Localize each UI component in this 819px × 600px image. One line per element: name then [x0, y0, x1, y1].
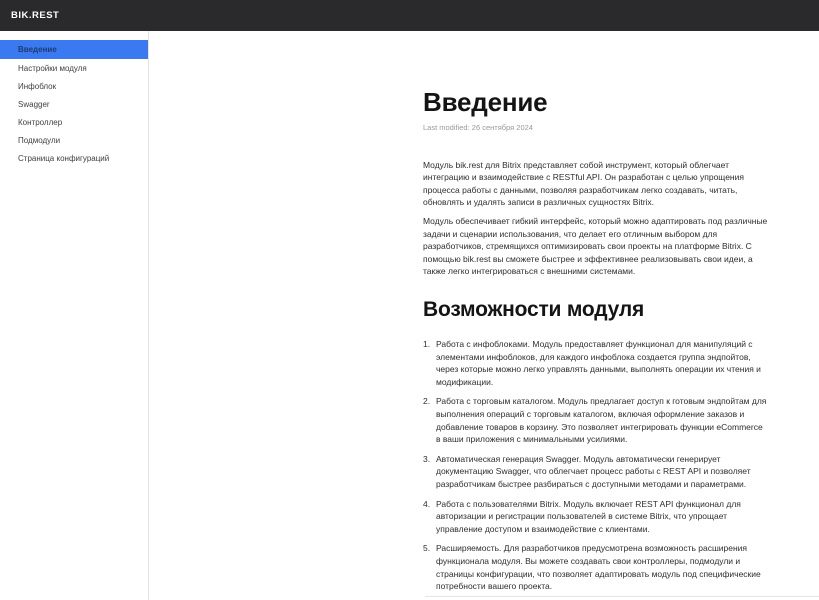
feature-item-number: 5. [423, 543, 431, 554]
sidebar-item-5[interactable] [0, 131, 148, 149]
sidebar-item-label: Подмодули [18, 135, 61, 145]
sidebar-item-label: Swagger [18, 99, 50, 109]
intro-paragraph-1: Модуль bik.rest для Bitrix представляет собой инструмент, который облегчает интеграцию и взаимодействие с RESTful API. Он разработан с целью упрощения процесса работы с данными, позволяя разработчикам легко создавать, читать, обновлять и удалять записи в различных сущностях Bitrix. [423, 159, 744, 208]
sidebar-item-4[interactable] [0, 113, 148, 131]
sidebar [0, 31, 149, 600]
last-modified-label: Last modified: 26 сентября 2024 [423, 122, 533, 132]
bottom-divider [425, 596, 819, 597]
sidebar-item-0[interactable] [0, 40, 148, 59]
sidebar-item-3[interactable] [0, 95, 148, 113]
feature-list [423, 338, 768, 593]
feature-item-text: Работа с инфоблоками. Модуль предоставляет функционал для манипуляций с элементами инфоблоков, для каждого инфоблока создается группа эндпойтов, через которые можно легко управлять данными, выполнять операции их чтения и модификации. [436, 339, 761, 387]
feature-item-number: 1. [423, 339, 431, 350]
sidebar-item-label: Контроллер [18, 117, 63, 127]
sidebar-item-6[interactable] [0, 149, 148, 167]
feature-list-item-1 [423, 338, 768, 388]
feature-list-item-2 [423, 395, 768, 445]
sidebar-item-label: Настройки модуля [18, 63, 87, 73]
sidebar-item-label: Введение [18, 45, 57, 54]
app-logo: BIK.REST [11, 10, 60, 21]
sidebar-item-2[interactable] [0, 77, 148, 95]
features-section-title: Возможности модуля [423, 297, 645, 321]
feature-item-text: Работа с пользователями Bitrix. Модуль включает REST API функционал для авторизации и регистрации пользователей в системе Bitrix, что упрощает управление доступом и взаимодействие с клиентами. [436, 498, 741, 534]
sidebar-item-label: Инфоблок [18, 81, 57, 91]
feature-item-number: 2. [423, 396, 431, 407]
feature-item-number: 4. [423, 498, 431, 509]
feature-item-text: Расширяемость. Для разработчиков предусмотрена возможность расширения функционала модуля. Вы можете создавать свои контроллеры, подмодули и страницы конфигурации, что позволяет адаптировать модуль под специфические потребности вашего проекта. [436, 543, 761, 592]
feature-list-item-5 [423, 542, 768, 592]
intro-paragraph-2: Модуль обеспечивает гибкий интерфейс, который можно адаптировать под различные задачи и сценарии использования, что делает его отличным выбором для разработчиков, стремящихся оптимизировать свои проекты на платформе Bitrix. С помощью bik.rest вы сможете быстрее и эффективнее реализовывать свои идеи, а также легко интегрироваться с внешними системами. [423, 215, 768, 277]
feature-item-text: Работа с торговым каталогом. Модуль предлагает доступ к готовым эндпойтам для выполнения операций с торговым каталогом, включая оформление заказов и добавление товаров в корзину. Это позволяет интегрировать функции eCommerce в ваши приложения с минимальными усилиями. [436, 396, 767, 445]
sidebar-item-1[interactable] [0, 59, 148, 77]
article [423, 31, 768, 600]
feature-item-number: 3. [423, 453, 431, 464]
feature-list-item-3 [423, 453, 768, 491]
sidebar-item-label: Страница конфигураций [18, 153, 110, 163]
page-title: Введение [423, 87, 548, 117]
feature-list-item-4 [423, 498, 768, 536]
feature-item-text: Автоматическая генерация Swagger. Модуль автоматически генерирует документацию Swagger, что облегчает процесс работы с REST API и позволяет разработчикам быстрее разбираться с доступными методами и параметрами. [436, 453, 751, 490]
topbar [0, 0, 819, 31]
